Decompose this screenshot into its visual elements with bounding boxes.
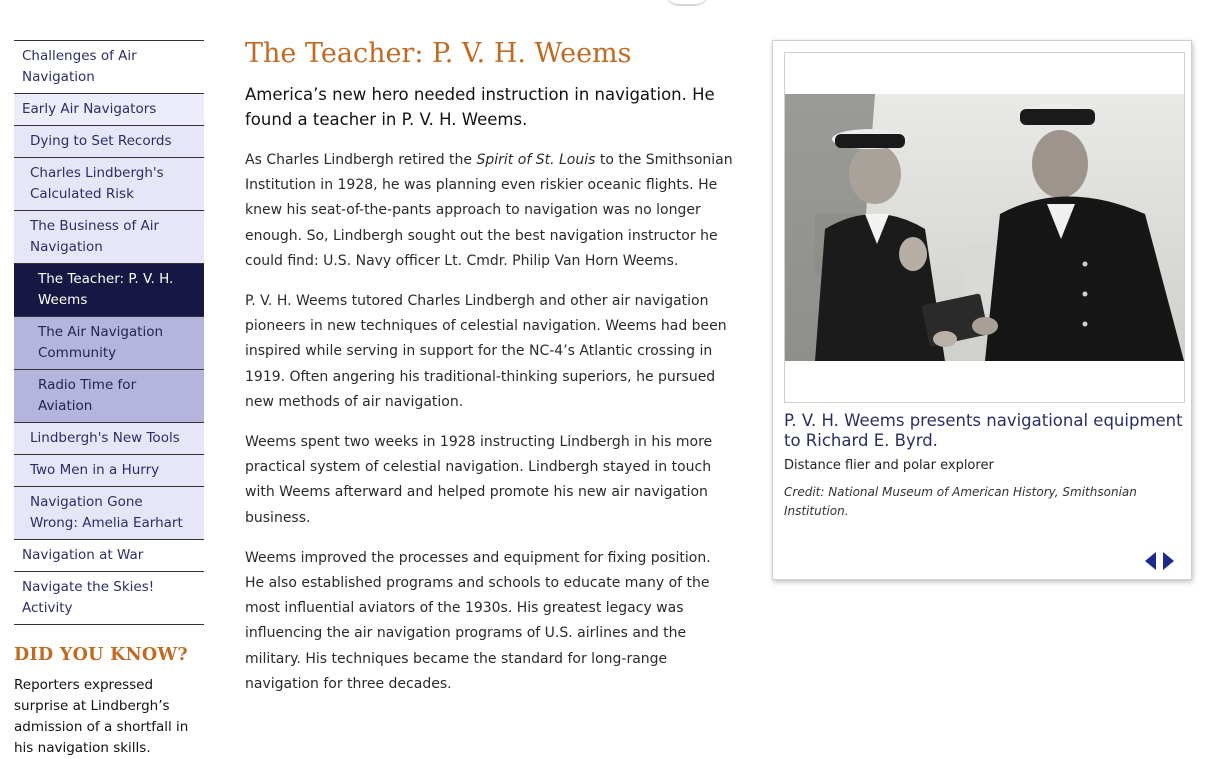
paragraph-1-text-end: to the Smithsonian Institution in 1928, he was planning even riskier oceanic flights. He knew his seat-of-the-pants approach to navigation was no longer enough. So, Lindbergh sought out the best navigation instructor he could find: U.S. Navy officer Lt. Cmdr. Philip Van Horn Weems. <box>245 152 733 269</box>
figure-caption: P. V. H. Weems presents navigational equipment to Richard E. Byrd. <box>784 411 1183 450</box>
did-you-know-heading: DID YOU KNOW? <box>14 645 188 665</box>
nav-item-air-navigation-community[interactable]: The Air Navigation Community <box>14 317 204 370</box>
article-paragraph-4: Weems improved the processes and equipment for fixing position. He also established programs and schools to educate many of the most influential aviators of the 1930s. His greatest legacy was influencing the air navigation programs of U.S. airlines and the military. His techniques became the standard for long-range navigation for three decades. <box>245 549 711 692</box>
page-title: The Teacher: P. V. H. Weems <box>245 38 632 69</box>
did-you-know-text: Reporters expressed surprise at Lindbergh’s admission of a shortfall in his navigation skills. <box>14 677 189 756</box>
spirit-of-st-louis-italic: Spirit of St. Louis <box>476 152 596 168</box>
sidebar <box>14 40 204 759</box>
article-paragraph-1 <box>245 148 733 274</box>
chevron-right-icon[interactable] <box>1162 551 1176 571</box>
nav-item-lindberghs-calculated-risk[interactable]: Charles Lindbergh's Calculated Risk <box>14 158 204 211</box>
figure-panel <box>772 40 1192 580</box>
nav-item-early-air-navigators[interactable]: Early Air Navigators <box>14 94 204 126</box>
chevron-left-icon[interactable] <box>1143 551 1157 571</box>
article-paragraph-3: Weems spent two weeks in 1928 instructing Lindbergh in his more practical system of celestial navigation. Lindbergh stayed in touch with Weems afterward and helped promote his new air navigation business. <box>245 434 713 526</box>
figure-subcaption: Distance flier and polar explorer <box>784 458 994 473</box>
historic-photo[interactable] <box>785 94 1184 361</box>
article-lede: America’s new hero needed instruction in navigation. He found a teacher in P. V. H. Weems. <box>245 85 715 129</box>
article <box>245 34 733 712</box>
figure-credit: Credit: National Museum of American History, Smithsonian Institution. <box>784 485 1137 518</box>
nav-item-challenges-of-air-navigation[interactable]: Challenges of Air Navigation <box>14 41 204 94</box>
nav-item-radio-time-for-aviation[interactable]: Radio Time for Aviation <box>14 370 204 423</box>
article-paragraph-2: P. V. H. Weems tutored Charles Lindbergh and other air navigation pioneers in new techniques of celestial navigation. Weems had been inspired while serving in support for the NC-4’s Atlantic crossing in 1919. Often angering his traditional-thinking superiors, he pursued new methods of air navigation. <box>245 293 727 410</box>
nav-item-navigation-at-war[interactable]: Navigation at War <box>14 540 204 572</box>
nav-item-navigation-gone-wrong[interactable]: Navigation Gone Wrong: Amelia Earhart <box>14 487 204 540</box>
nav-item-two-men-in-a-hurry[interactable]: Two Men in a Hurry <box>14 455 204 487</box>
paragraph-1-text-start: As Charles Lindbergh retired the <box>245 152 477 168</box>
nav-item-teacher-weems[interactable]: The Teacher: P. V. H. Weems <box>14 264 204 317</box>
photo-frame <box>784 52 1185 403</box>
top-decoration <box>665 0 709 6</box>
section-nav <box>14 40 204 625</box>
nav-item-navigate-the-skies-activity[interactable]: Navigate the Skies! Activity <box>14 572 204 625</box>
nav-item-lindberghs-new-tools[interactable]: Lindbergh's New Tools <box>14 423 204 455</box>
nav-item-business-of-air-navigation[interactable]: The Business of Air Navigation <box>14 211 204 264</box>
nav-item-dying-to-set-records[interactable]: Dying to Set Records <box>14 126 204 158</box>
